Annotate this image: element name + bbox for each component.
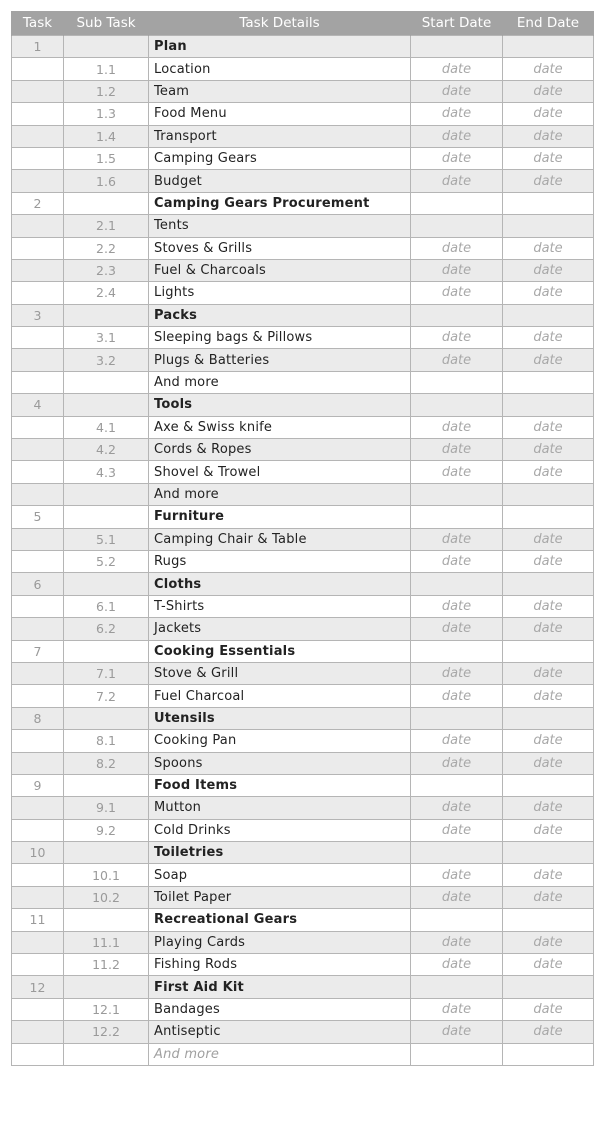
task-detail-cell: Fishing Rods xyxy=(149,954,411,976)
subtask-row xyxy=(12,327,594,349)
task-number-cell xyxy=(12,864,64,886)
start-date-cell: date xyxy=(411,237,503,259)
task-number-cell xyxy=(12,752,64,774)
start-date-cell: date xyxy=(411,259,503,281)
task-number-cell xyxy=(12,1021,64,1043)
task-detail-cell: Team xyxy=(149,80,411,102)
task-detail-cell: Plan xyxy=(149,36,411,58)
subtask-number-cell xyxy=(64,304,149,326)
header-start-date: Start Date xyxy=(411,11,503,36)
subtask-row xyxy=(12,886,594,908)
task-number-cell xyxy=(12,147,64,169)
task-detail-cell: And more xyxy=(149,1043,411,1065)
task-number-cell: 9 xyxy=(12,774,64,796)
task-detail-cell: Recreational Gears xyxy=(149,909,411,931)
end-date-cell xyxy=(503,976,594,998)
end-date-cell: date xyxy=(503,752,594,774)
start-date-cell: date xyxy=(411,550,503,572)
task-detail-cell: Sleeping bags & Pillows xyxy=(149,327,411,349)
task-number-cell xyxy=(12,237,64,259)
task-number-cell: 11 xyxy=(12,909,64,931)
start-date-cell: date xyxy=(411,349,503,371)
subtask-row xyxy=(12,1021,594,1043)
subtask-number-cell xyxy=(64,1043,149,1065)
end-date-cell: date xyxy=(503,618,594,640)
subtask-number-cell: 11.2 xyxy=(64,954,149,976)
subtask-number-cell: 12.1 xyxy=(64,998,149,1020)
task-number-cell xyxy=(12,528,64,550)
task-detail-cell: Camping Gears Procurement xyxy=(149,192,411,214)
task-number-cell xyxy=(12,954,64,976)
start-date-cell xyxy=(411,842,503,864)
end-date-cell xyxy=(503,394,594,416)
end-date-cell: date xyxy=(503,730,594,752)
end-date-cell: date xyxy=(503,327,594,349)
task-detail-cell: Tents xyxy=(149,215,411,237)
subtask-number-cell: 6.2 xyxy=(64,618,149,640)
subtask-number-cell xyxy=(64,506,149,528)
task-number-cell: 7 xyxy=(12,640,64,662)
end-date-cell xyxy=(503,842,594,864)
task-detail-cell: Packs xyxy=(149,304,411,326)
subtask-row xyxy=(12,685,594,707)
start-date-cell: date xyxy=(411,618,503,640)
end-date-cell: date xyxy=(503,282,594,304)
start-date-cell: date xyxy=(411,730,503,752)
task-number-cell xyxy=(12,259,64,281)
end-date-cell: date xyxy=(503,819,594,841)
task-number-cell: 1 xyxy=(12,36,64,58)
task-detail-cell: Cold Drinks xyxy=(149,819,411,841)
subtask-row xyxy=(12,483,594,505)
task-detail-cell: Rugs xyxy=(149,550,411,572)
end-date-cell: date xyxy=(503,528,594,550)
end-date-cell: date xyxy=(503,416,594,438)
subtask-number-cell: 11.1 xyxy=(64,931,149,953)
start-date-cell: date xyxy=(411,282,503,304)
start-date-cell: date xyxy=(411,170,503,192)
subtask-number-cell: 1.2 xyxy=(64,80,149,102)
task-detail-cell: Axe & Swiss knife xyxy=(149,416,411,438)
start-date-cell: date xyxy=(411,147,503,169)
end-date-cell: date xyxy=(503,1021,594,1043)
start-date-cell: date xyxy=(411,998,503,1020)
task-detail-cell: Utensils xyxy=(149,707,411,729)
task-number-cell xyxy=(12,439,64,461)
start-date-cell xyxy=(411,36,503,58)
task-row xyxy=(12,707,594,729)
task-number-cell: 10 xyxy=(12,842,64,864)
task-detail-cell: Cooking Pan xyxy=(149,730,411,752)
end-date-cell: date xyxy=(503,797,594,819)
subtask-number-cell: 4.3 xyxy=(64,461,149,483)
task-number-cell: 3 xyxy=(12,304,64,326)
subtask-number-cell: 1.1 xyxy=(64,58,149,80)
start-date-cell xyxy=(411,304,503,326)
subtask-number-cell: 3.1 xyxy=(64,327,149,349)
end-date-cell: date xyxy=(503,685,594,707)
subtask-number-cell xyxy=(64,36,149,58)
task-row xyxy=(12,909,594,931)
end-date-cell: date xyxy=(503,461,594,483)
end-date-cell: date xyxy=(503,349,594,371)
subtask-number-cell: 2.4 xyxy=(64,282,149,304)
header-task-details: Task Details xyxy=(149,11,411,36)
end-date-cell xyxy=(503,215,594,237)
task-row xyxy=(12,774,594,796)
task-number-cell xyxy=(12,349,64,371)
subtask-row xyxy=(12,125,594,147)
start-date-cell: date xyxy=(411,103,503,125)
task-number-cell: 6 xyxy=(12,573,64,595)
task-number-cell xyxy=(12,170,64,192)
task-number-cell xyxy=(12,461,64,483)
subtask-row xyxy=(12,1043,594,1065)
start-date-cell: date xyxy=(411,752,503,774)
subtask-row xyxy=(12,998,594,1020)
task-detail-cell: Cloths xyxy=(149,573,411,595)
task-number-cell xyxy=(12,80,64,102)
subtask-number-cell: 2.1 xyxy=(64,215,149,237)
subtask-number-cell xyxy=(64,483,149,505)
end-date-cell: date xyxy=(503,125,594,147)
subtask-number-cell: 4.1 xyxy=(64,416,149,438)
task-number-cell xyxy=(12,215,64,237)
task-detail-cell: Mutton xyxy=(149,797,411,819)
end-date-cell: date xyxy=(503,147,594,169)
task-row xyxy=(12,304,594,326)
start-date-cell xyxy=(411,909,503,931)
end-date-cell: date xyxy=(503,886,594,908)
subtask-number-cell xyxy=(64,774,149,796)
start-date-cell: date xyxy=(411,685,503,707)
subtask-row xyxy=(12,103,594,125)
task-number-cell xyxy=(12,662,64,684)
subtask-row xyxy=(12,170,594,192)
subtask-number-cell xyxy=(64,371,149,393)
task-number-cell xyxy=(12,998,64,1020)
start-date-cell: date xyxy=(411,931,503,953)
start-date-cell xyxy=(411,774,503,796)
task-detail-cell: And more xyxy=(149,483,411,505)
start-date-cell: date xyxy=(411,797,503,819)
subtask-row xyxy=(12,439,594,461)
subtask-number-cell xyxy=(64,707,149,729)
task-number-cell xyxy=(12,483,64,505)
task-detail-cell: Stove & Grill xyxy=(149,662,411,684)
start-date-cell: date xyxy=(411,886,503,908)
task-detail-cell: And more xyxy=(149,371,411,393)
subtask-row xyxy=(12,550,594,572)
subtask-number-cell: 8.2 xyxy=(64,752,149,774)
task-detail-cell: Lights xyxy=(149,282,411,304)
task-detail-cell: Tools xyxy=(149,394,411,416)
task-detail-cell: Jackets xyxy=(149,618,411,640)
task-detail-cell: Camping Chair & Table xyxy=(149,528,411,550)
subtask-number-cell xyxy=(64,394,149,416)
end-date-cell: date xyxy=(503,58,594,80)
end-date-cell xyxy=(503,909,594,931)
subtask-number-cell: 6.1 xyxy=(64,595,149,617)
subtask-row xyxy=(12,349,594,371)
task-detail-cell: Toilet Paper xyxy=(149,886,411,908)
subtask-row xyxy=(12,58,594,80)
subtask-row xyxy=(12,215,594,237)
task-detail-cell: Plugs & Batteries xyxy=(149,349,411,371)
subtask-number-cell: 3.2 xyxy=(64,349,149,371)
end-date-cell xyxy=(503,707,594,729)
start-date-cell xyxy=(411,192,503,214)
start-date-cell: date xyxy=(411,954,503,976)
end-date-cell xyxy=(503,192,594,214)
task-row xyxy=(12,36,594,58)
subtask-number-cell: 7.2 xyxy=(64,685,149,707)
end-date-cell xyxy=(503,483,594,505)
subtask-number-cell: 1.3 xyxy=(64,103,149,125)
task-detail-cell: Cooking Essentials xyxy=(149,640,411,662)
end-date-cell: date xyxy=(503,595,594,617)
subtask-row xyxy=(12,282,594,304)
start-date-cell: date xyxy=(411,80,503,102)
subtask-number-cell: 10.2 xyxy=(64,886,149,908)
end-date-cell: date xyxy=(503,237,594,259)
header-row xyxy=(12,11,594,36)
subtask-row xyxy=(12,528,594,550)
subtask-number-cell: 7.1 xyxy=(64,662,149,684)
task-detail-cell: Stoves & Grills xyxy=(149,237,411,259)
header-end-date: End Date xyxy=(503,11,594,36)
subtask-row xyxy=(12,80,594,102)
end-date-cell: date xyxy=(503,259,594,281)
subtask-number-cell: 9.2 xyxy=(64,819,149,841)
task-detail-cell: First Aid Kit xyxy=(149,976,411,998)
subtask-number-cell xyxy=(64,842,149,864)
subtask-number-cell xyxy=(64,976,149,998)
task-number-cell xyxy=(12,618,64,640)
task-number-cell: 2 xyxy=(12,192,64,214)
end-date-cell xyxy=(503,506,594,528)
task-detail-cell: Antiseptic xyxy=(149,1021,411,1043)
end-date-cell xyxy=(503,774,594,796)
task-table-body xyxy=(12,36,594,1066)
task-row xyxy=(12,192,594,214)
start-date-cell: date xyxy=(411,595,503,617)
task-row xyxy=(12,640,594,662)
start-date-cell xyxy=(411,394,503,416)
task-number-cell: 8 xyxy=(12,707,64,729)
start-date-cell xyxy=(411,483,503,505)
task-detail-cell: Toiletries xyxy=(149,842,411,864)
end-date-cell: date xyxy=(503,170,594,192)
task-number-cell xyxy=(12,282,64,304)
subtask-row xyxy=(12,662,594,684)
start-date-cell xyxy=(411,371,503,393)
task-detail-cell: Budget xyxy=(149,170,411,192)
task-detail-cell: Playing Cards xyxy=(149,931,411,953)
task-detail-cell: Cords & Ropes xyxy=(149,439,411,461)
subtask-number-cell: 1.5 xyxy=(64,147,149,169)
task-table xyxy=(11,11,594,1066)
start-date-cell xyxy=(411,640,503,662)
start-date-cell xyxy=(411,506,503,528)
end-date-cell xyxy=(503,1043,594,1065)
task-number-cell xyxy=(12,550,64,572)
subtask-row xyxy=(12,416,594,438)
header-task: Task xyxy=(12,11,64,36)
end-date-cell: date xyxy=(503,80,594,102)
end-date-cell: date xyxy=(503,439,594,461)
start-date-cell: date xyxy=(411,439,503,461)
task-number-cell xyxy=(12,819,64,841)
end-date-cell: date xyxy=(503,931,594,953)
subtask-row xyxy=(12,752,594,774)
subtask-row xyxy=(12,147,594,169)
end-date-cell: date xyxy=(503,954,594,976)
header-sub-task: Sub Task xyxy=(64,11,149,36)
task-detail-cell: Spoons xyxy=(149,752,411,774)
subtask-number-cell xyxy=(64,573,149,595)
task-row xyxy=(12,573,594,595)
end-date-cell: date xyxy=(503,103,594,125)
subtask-number-cell: 10.1 xyxy=(64,864,149,886)
end-date-cell xyxy=(503,36,594,58)
task-number-cell xyxy=(12,685,64,707)
subtask-row xyxy=(12,237,594,259)
start-date-cell: date xyxy=(411,461,503,483)
task-detail-cell: Food Items xyxy=(149,774,411,796)
task-detail-cell: Camping Gears xyxy=(149,147,411,169)
subtask-number-cell: 1.6 xyxy=(64,170,149,192)
subtask-row xyxy=(12,931,594,953)
task-number-cell xyxy=(12,416,64,438)
start-date-cell xyxy=(411,573,503,595)
end-date-cell: date xyxy=(503,864,594,886)
subtask-number-cell: 2.3 xyxy=(64,259,149,281)
task-number-cell xyxy=(12,931,64,953)
task-table-container xyxy=(11,11,593,1066)
subtask-row xyxy=(12,864,594,886)
subtask-number-cell: 5.2 xyxy=(64,550,149,572)
task-detail-cell: Location xyxy=(149,58,411,80)
subtask-number-cell: 2.2 xyxy=(64,237,149,259)
subtask-row xyxy=(12,595,594,617)
start-date-cell: date xyxy=(411,1021,503,1043)
subtask-row xyxy=(12,618,594,640)
start-date-cell: date xyxy=(411,864,503,886)
subtask-number-cell xyxy=(64,909,149,931)
task-number-cell xyxy=(12,797,64,819)
subtask-number-cell: 12.2 xyxy=(64,1021,149,1043)
subtask-number-cell: 8.1 xyxy=(64,730,149,752)
end-date-cell xyxy=(503,304,594,326)
task-number-cell xyxy=(12,58,64,80)
start-date-cell xyxy=(411,976,503,998)
task-detail-cell: Furniture xyxy=(149,506,411,528)
start-date-cell: date xyxy=(411,416,503,438)
task-row xyxy=(12,842,594,864)
subtask-number-cell xyxy=(64,640,149,662)
task-number-cell xyxy=(12,103,64,125)
task-detail-cell: T-Shirts xyxy=(149,595,411,617)
task-number-cell xyxy=(12,327,64,349)
subtask-number-cell: 1.4 xyxy=(64,125,149,147)
subtask-number-cell: 5.1 xyxy=(64,528,149,550)
end-date-cell xyxy=(503,371,594,393)
task-number-cell xyxy=(12,886,64,908)
task-row xyxy=(12,394,594,416)
subtask-row xyxy=(12,461,594,483)
task-number-cell: 5 xyxy=(12,506,64,528)
subtask-row xyxy=(12,819,594,841)
subtask-row xyxy=(12,797,594,819)
task-number-cell xyxy=(12,730,64,752)
subtask-number-cell xyxy=(64,192,149,214)
task-row xyxy=(12,506,594,528)
subtask-row xyxy=(12,954,594,976)
task-number-cell: 4 xyxy=(12,394,64,416)
subtask-row xyxy=(12,371,594,393)
start-date-cell xyxy=(411,215,503,237)
start-date-cell: date xyxy=(411,528,503,550)
task-detail-cell: Soap xyxy=(149,864,411,886)
task-detail-cell: Shovel & Trowel xyxy=(149,461,411,483)
task-number-cell xyxy=(12,125,64,147)
start-date-cell xyxy=(411,1043,503,1065)
task-row xyxy=(12,976,594,998)
task-detail-cell: Food Menu xyxy=(149,103,411,125)
start-date-cell: date xyxy=(411,125,503,147)
task-detail-cell: Transport xyxy=(149,125,411,147)
end-date-cell: date xyxy=(503,662,594,684)
task-detail-cell: Fuel Charcoal xyxy=(149,685,411,707)
end-date-cell xyxy=(503,573,594,595)
task-detail-cell: Fuel & Charcoals xyxy=(149,259,411,281)
subtask-number-cell: 9.1 xyxy=(64,797,149,819)
subtask-row xyxy=(12,730,594,752)
subtask-number-cell: 4.2 xyxy=(64,439,149,461)
end-date-cell xyxy=(503,640,594,662)
start-date-cell: date xyxy=(411,58,503,80)
start-date-cell: date xyxy=(411,662,503,684)
task-number-cell xyxy=(12,595,64,617)
start-date-cell: date xyxy=(411,327,503,349)
task-number-cell xyxy=(12,1043,64,1065)
end-date-cell: date xyxy=(503,550,594,572)
task-number-cell xyxy=(12,371,64,393)
task-detail-cell: Bandages xyxy=(149,998,411,1020)
start-date-cell: date xyxy=(411,819,503,841)
task-number-cell: 12 xyxy=(12,976,64,998)
end-date-cell: date xyxy=(503,998,594,1020)
start-date-cell xyxy=(411,707,503,729)
subtask-row xyxy=(12,259,594,281)
